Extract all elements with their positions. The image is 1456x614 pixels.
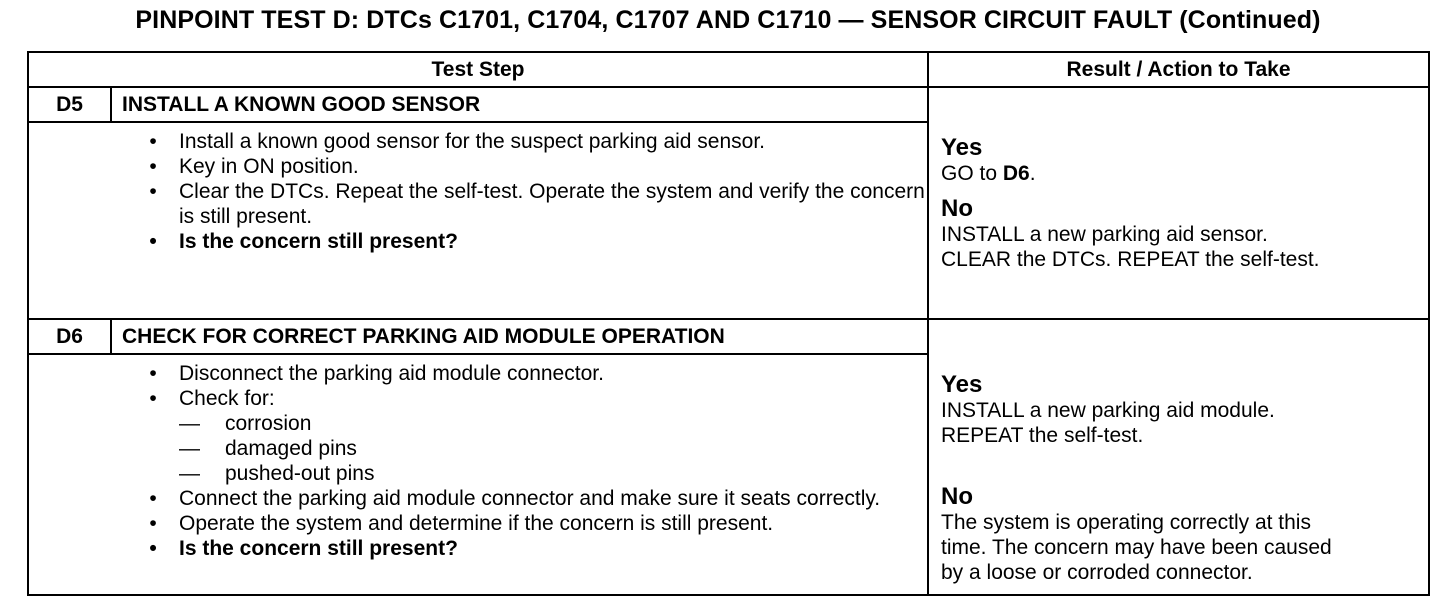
- step-d5-yes-action: GO to D6.: [941, 161, 1036, 185]
- step-d5-title-row: [28, 87, 1429, 122]
- list-item: • Operate the system and determine if the concern is still present.: [149, 512, 774, 535]
- test-step-header: Test Step: [28, 52, 928, 87]
- step-d6-yes-action-line: INSTALL a new parking aid module.: [941, 399, 1275, 422]
- step-d6-yes-action-line: REPEAT the self-test.: [941, 424, 1144, 447]
- step-d6-title: CHECK FOR CORRECT PARKING AID MODULE OPERATION: [111, 319, 928, 354]
- pinpoint-test-table: [27, 51, 1430, 596]
- list-item: • Check for:: [149, 387, 275, 410]
- step-d6-no-action-line: by a loose or corroded connector.: [941, 561, 1253, 584]
- step-d5-no-action-line: CLEAR the DTCs. REPEAT the self-test.: [941, 247, 1320, 271]
- list-item: • Connect the parking aid module connector and make sure it seats correctly.: [149, 487, 881, 510]
- step-d5-yes-label: Yes: [941, 133, 983, 161]
- sub-list-item: — damaged pins: [179, 437, 357, 460]
- list-item: • Clear the DTCs. Repeat the self-test. Operate the system and verify the concern is still present.: [149, 180, 925, 228]
- step-d5-title: INSTALL A KNOWN GOOD SENSOR: [111, 87, 928, 122]
- step-d5-no-action-line: INSTALL a new parking aid sensor.: [941, 222, 1268, 246]
- list-item: • Is the concern still present?: [149, 230, 458, 253]
- step-d6-id: D6: [28, 319, 111, 354]
- list-item: • Is the concern still present?: [149, 537, 458, 560]
- header-row: [28, 52, 1429, 87]
- list-item: • Disconnect the parking aid module connector.: [149, 362, 604, 385]
- step-d6-result: [928, 319, 1429, 595]
- step-d6-yes-label: Yes: [941, 371, 983, 398]
- step-d5-id: D5: [28, 87, 111, 122]
- page-title: PINPOINT TEST D: DTCs C1701, C1704, C1707 AND C1710 — SENSOR CIRCUIT FAULT (Continued): [135, 6, 1321, 34]
- step-d5-result: [928, 87, 1429, 319]
- step-d5-no-label: No: [941, 194, 973, 222]
- step-d6-title-row: [28, 319, 1429, 354]
- step-d6-no-action-line: time. The concern may have been caused: [941, 536, 1332, 559]
- list-item: • Key in ON position.: [149, 155, 359, 178]
- sub-list-item: — pushed-out pins: [179, 462, 375, 485]
- list-item: • Install a known good sensor for the suspect parking aid sensor.: [149, 130, 766, 153]
- step-d6-body: [111, 354, 928, 595]
- step-d6-no-label: No: [941, 483, 973, 510]
- result-action-header: Result / Action to Take: [928, 52, 1429, 87]
- step-d6-no-action-line: The system is operating correctly at this: [941, 511, 1311, 534]
- sub-list-item: — corrosion: [179, 412, 312, 435]
- step-d5-body: [111, 122, 928, 319]
